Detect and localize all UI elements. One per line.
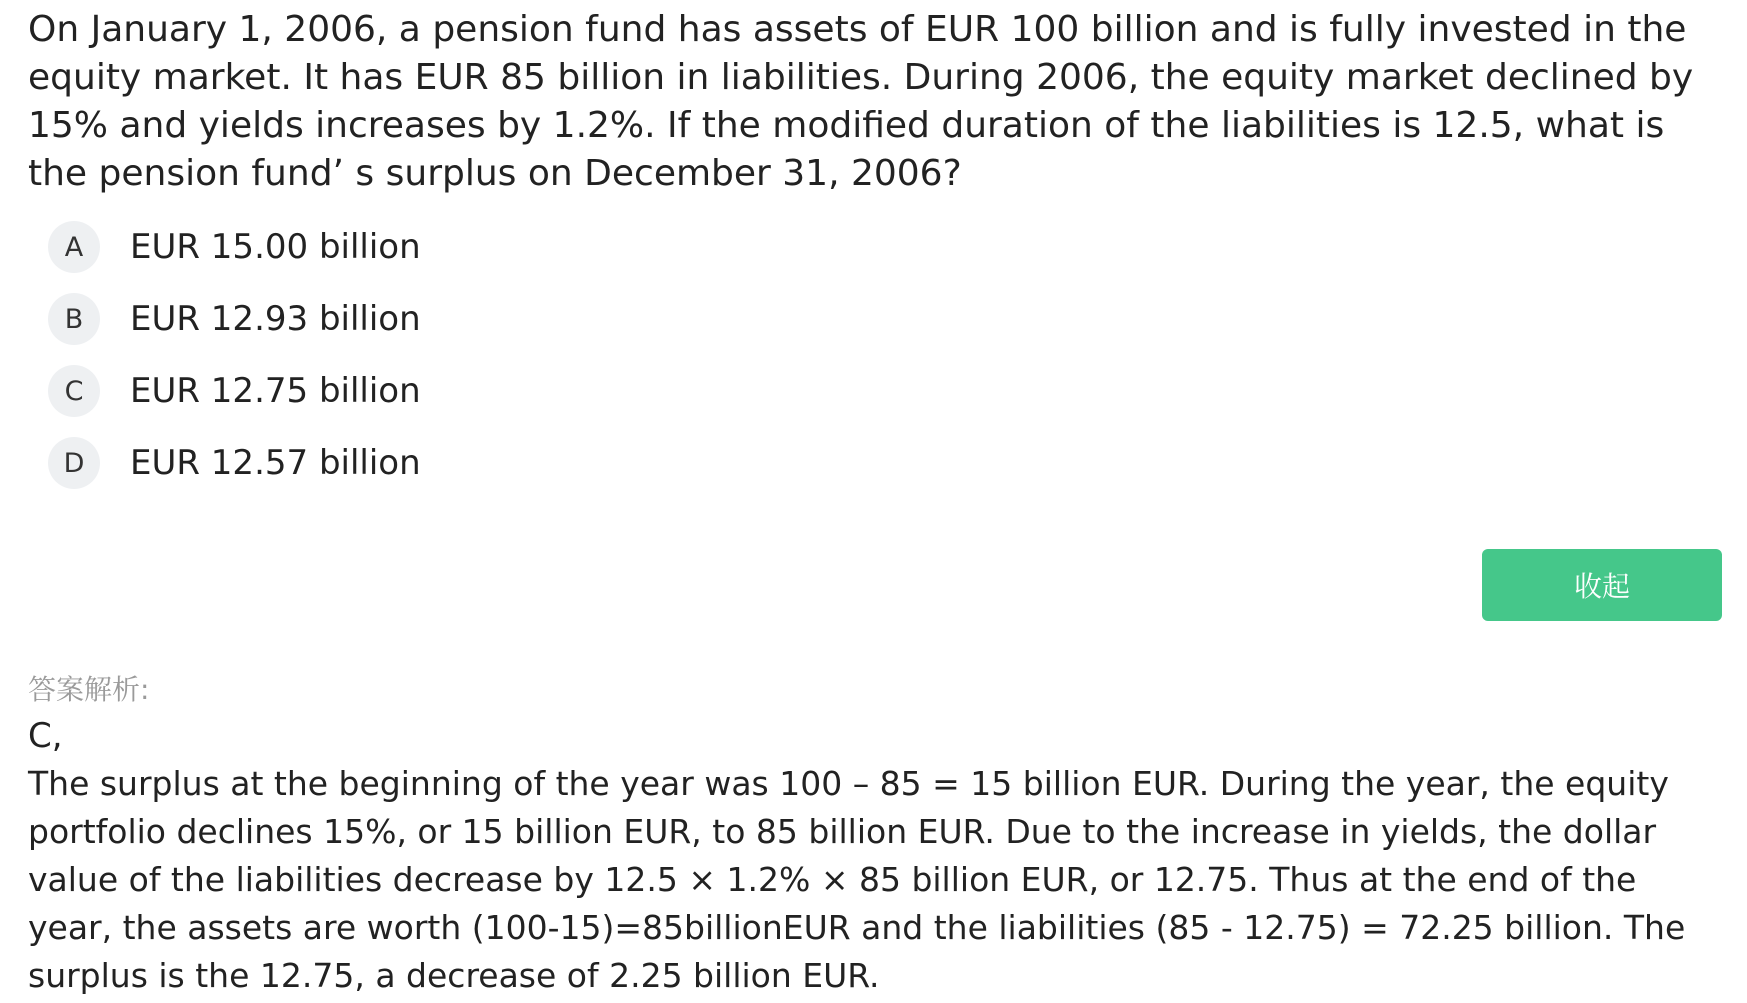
question-text: On January 1, 2006, a pension fund has assets of EUR 100 billion and is fully invested in the equity market. It has EUR 85 billion in liabilities. During 2006, the equity market declined by 15% and yields increases by 1.2%. If the modified duration of the liabilities is 12.5, what is the pension fund’ s surplus on December 31, 2006? (28, 9, 1694, 194)
options-list (28, 220, 1728, 490)
analysis-label: 答案解析: (28, 673, 150, 706)
option-label: EUR 12.57 billion (130, 443, 421, 483)
option-letter-badge: A (48, 221, 100, 273)
answer-analysis (28, 670, 1728, 1000)
option-letter-badge: C (48, 365, 100, 417)
option-b[interactable] (28, 292, 1728, 346)
option-label: EUR 15.00 billion (130, 227, 421, 267)
question-card (28, 6, 1728, 508)
option-label: EUR 12.93 billion (130, 299, 421, 339)
option-letter-badge: D (48, 437, 100, 489)
collapse-button[interactable]: 收起 (1482, 549, 1722, 621)
option-a[interactable] (28, 220, 1728, 274)
option-c[interactable] (28, 364, 1728, 418)
option-letter-badge: B (48, 293, 100, 345)
option-label: EUR 12.75 billion (130, 371, 421, 411)
correct-answer: C, (28, 716, 63, 756)
analysis-explanation: The surplus at the beginning of the year was 100 – 85 = 15 billion EUR. During the year, the equity portfolio declines 15%, or 15 billion EUR, to 85 billion EUR. Due to the increase in yields, the dollar value of the liabilities decrease by 12.5 × 1.2% × 85 billion EUR, or 12.75. Thus at the end of the year, the assets are worth (100-15)=85billionEUR and the liabilities (85 - 12.75) = 72.25 billion. The surplus is the 12.75, a decrease of 2.25 billion EUR. (28, 764, 1686, 995)
option-d[interactable] (28, 436, 1728, 490)
